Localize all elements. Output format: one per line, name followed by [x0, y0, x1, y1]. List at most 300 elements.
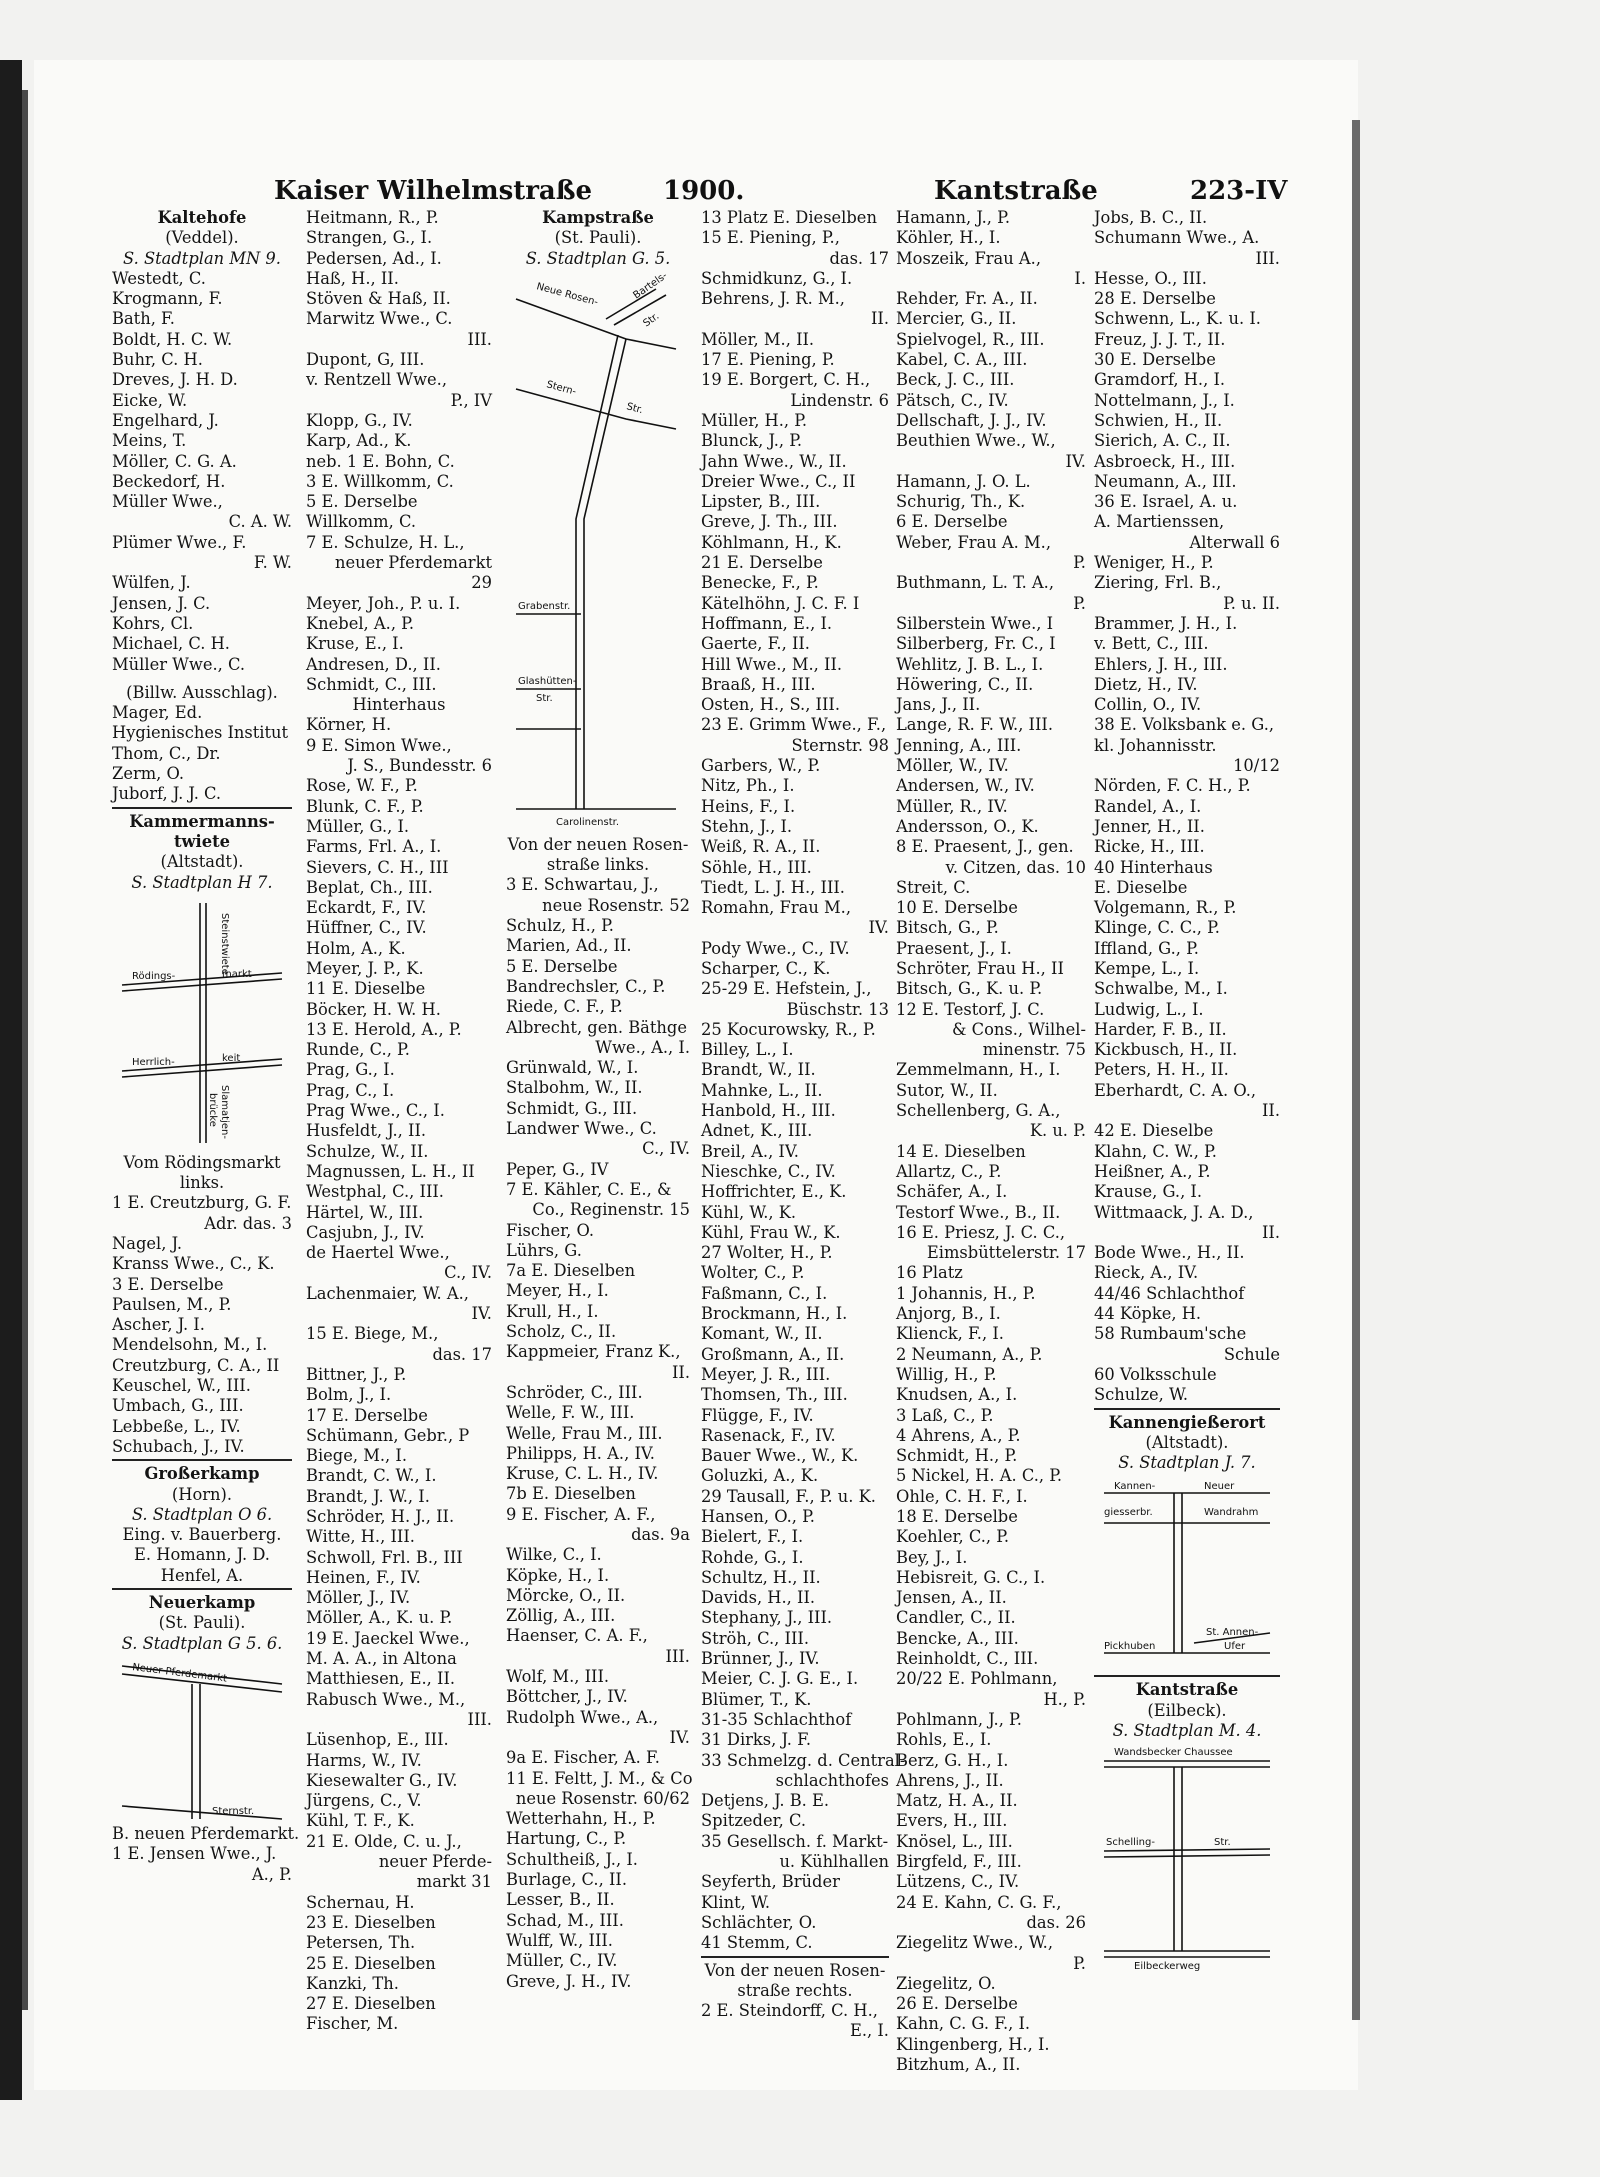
directory-entry: 28 E. Derselbe	[1094, 289, 1216, 309]
directory-entry: Stephany, J., III.	[701, 1608, 833, 1628]
directory-entry: 30 E. Derselbe	[1094, 350, 1216, 370]
directory-entry: Greve, J. H., IV.	[506, 1971, 632, 1991]
directory-entry: Reinholdt, C., III.	[896, 1649, 1039, 1669]
directory-entry: Hoffmann, E., I.	[701, 613, 833, 633]
directory-entry: 41 Stemm, C.	[701, 1933, 813, 1953]
directory-entry: Köpke, H., I.	[506, 1565, 610, 1585]
directory-entry: Jahn Wwe., W., II.	[701, 451, 847, 471]
directory-entry: Romahn, Frau M.,	[701, 898, 851, 918]
directory-entry: 35 Gesellsch. f. Markt-	[701, 1831, 889, 1851]
directory-entry: (Altstadt).	[160, 852, 244, 872]
directory-entry: Beckedorf, H.	[112, 471, 226, 491]
directory-entry: Marwitz Wwe., C.	[306, 309, 453, 329]
directory-entry: Ludwig, L., I.	[1094, 999, 1204, 1019]
map-kammermannstwiete	[112, 893, 292, 1153]
directory-entry: Kanzki, Th.	[306, 1973, 399, 1993]
map-street-label: Sternstr.	[212, 1805, 255, 1817]
directory-entry: Schwien, H., II.	[1094, 410, 1223, 430]
directory-entry: 15 E. Piening, P.,	[701, 228, 840, 248]
directory-entry: Schlächter, O.	[701, 1912, 817, 1932]
directory-entry: Marien, Ad., II.	[506, 936, 632, 956]
directory-entry: 31-35 Schlachthof	[701, 1709, 852, 1729]
street-heading: Großerkamp	[144, 1464, 260, 1484]
directory-entry: Hygienisches Institut	[112, 723, 289, 743]
page-edge-shadow	[1352, 120, 1360, 2020]
directory-entry: Zerm, O.	[112, 764, 185, 784]
directory-entry: 23 E. Dieselben	[306, 1912, 436, 1932]
directory-entry: Kranss Wwe., C., K.	[112, 1254, 275, 1274]
directory-entry: Kiesewalter G., IV.	[306, 1770, 458, 1790]
directory-entry: Brandt, J. W., I.	[306, 1486, 430, 1506]
directory-entry: Eberhardt, C. A. O.,	[1094, 1080, 1257, 1100]
map-street-label: Schelling-	[1106, 1837, 1155, 1849]
directory-entry: 10 E. Derselbe	[896, 898, 1018, 918]
directory-entry: Heitmann, R., P.	[306, 208, 439, 227]
directory-entry: Harder, F. B., II.	[1094, 1019, 1227, 1039]
directory-entry: Hesse, O., III.	[1094, 268, 1207, 288]
directory-entry: Behrens, J. R. M.,	[701, 289, 845, 309]
directory-entry: Breil, A., IV.	[701, 1141, 799, 1161]
directory-entry: 25-29 E. Hefstein, J.,	[701, 979, 872, 999]
map-street-line	[1104, 1849, 1270, 1851]
directory-entry: 3 Laß, C., P.	[896, 1405, 994, 1425]
directory-entry: Grünwald, W., I.	[506, 1058, 639, 1078]
directory-entry: Kappmeier, Franz K.,	[506, 1342, 681, 1362]
stadtplan-reference: S. Stadtplan MN 9.	[123, 248, 281, 268]
directory-entry: Müller, C., IV.	[506, 1951, 618, 1971]
directory-entry: neue Rosenstr. 60/62	[515, 1788, 690, 1808]
directory-entry: Henfel, A.	[160, 1565, 244, 1585]
directory-entry: Großmann, A., II.	[701, 1344, 845, 1364]
directory-entry: Streit, C.	[896, 877, 971, 897]
directory-entry: 25 E. Dieselben	[306, 1953, 436, 1973]
directory-entry: IV.	[868, 918, 889, 938]
directory-entry: Kühl, W., K.	[701, 1202, 797, 1222]
header-page-number: 223-IV	[1190, 176, 1288, 206]
directory-entry: Böcker, H. W. H.	[306, 999, 441, 1019]
directory-entry: Riede, C. F., P.	[506, 997, 623, 1017]
directory-entry: Rose, W. F., P.	[306, 776, 418, 796]
column-1	[112, 208, 300, 1885]
directory-entry: Matthiesen, E., II.	[306, 1669, 456, 1689]
directory-entry: Burlage, C., II.	[506, 1870, 627, 1890]
directory-entry: Nagel, J.	[112, 1233, 183, 1253]
section-divider	[112, 1459, 292, 1461]
column-6	[1094, 208, 1280, 1971]
directory-entry: Pedersen, Ad., I.	[306, 248, 442, 268]
directory-entry: H., P.	[1043, 1689, 1086, 1709]
directory-entry: 15 E. Biege, M.,	[306, 1324, 439, 1344]
directory-entry: Lange, R. F. W., III.	[896, 715, 1054, 735]
map-street-label: Wandsbecker Chaussee	[1114, 1747, 1233, 1759]
directory-entry: u. Kühlhallen	[779, 1852, 889, 1872]
directory-entry: Möller, C. G. A.	[112, 451, 237, 471]
directory-entry: Bitsch, G., P.	[896, 918, 999, 938]
header-left-street: Kaiser Wilhelmstraße	[274, 176, 593, 206]
directory-entry: schlachthofes	[775, 1770, 889, 1790]
directory-entry: das. 17	[432, 1344, 492, 1364]
column-5	[896, 208, 1086, 2075]
directory-entry: Lindenstr. 6	[790, 390, 889, 410]
directory-entry: Casjubn, J., IV.	[306, 1222, 425, 1242]
directory-entry: 1 E. Jensen Wwe., J.	[112, 1844, 277, 1864]
directory-entry: 7a E. Dieselben	[506, 1261, 636, 1281]
directory-entry: (St. Pauli).	[158, 1613, 246, 1633]
directory-entry: links.	[179, 1173, 225, 1193]
directory-entry: Iffland, G., P.	[1094, 938, 1199, 958]
directory-entry: Welle, F. W., III.	[506, 1403, 635, 1423]
directory-entry: Beplat, Ch., III.	[306, 877, 433, 897]
directory-entry: Rieck, A., IV.	[1094, 1263, 1199, 1283]
directory-entry: Komant, W., II.	[701, 1324, 823, 1344]
directory-entry: F. W.	[253, 553, 292, 573]
directory-entry: Nieschke, C., IV.	[701, 1161, 836, 1181]
directory-entry: Jobs, B. C., II.	[1094, 208, 1208, 227]
directory-entry: Schäfer, A., I.	[896, 1182, 1008, 1202]
directory-entry: Benecke, F., P.	[701, 573, 819, 593]
directory-entry: Kohrs, Cl.	[112, 613, 194, 633]
directory-entry: Hinterhaus	[352, 695, 446, 715]
directory-entry: Schröter, Frau H., II	[896, 958, 1064, 978]
directory-entry: Körner, H.	[306, 715, 392, 735]
directory-entry: das. 9a	[631, 1524, 690, 1544]
directory-entry: Von der neuen Rosen-	[507, 834, 689, 854]
directory-entry: Schurig, Th., K.	[896, 492, 1026, 512]
directory-entry: 11 E. Feltt, J. M., & Co	[506, 1768, 693, 1788]
section-divider	[701, 1956, 889, 1958]
directory-entry: Osten, H., S., III.	[701, 695, 841, 715]
directory-entry: Volgemann, R., P.	[1094, 898, 1237, 918]
directory-entry: Kempe, L., I.	[1094, 958, 1200, 978]
spacer	[112, 675, 292, 683]
directory-entry: Sutor, W., II.	[896, 1080, 998, 1100]
directory-entry: Ziering, Frl. B.,	[1094, 573, 1222, 593]
directory-entry: Bitsch, G., K. u. P.	[896, 979, 1043, 999]
directory-entry: Garbers, W., P.	[701, 756, 821, 776]
book-spine-shadow	[22, 90, 28, 2010]
directory-entry: Schwalbe, M., I.	[1094, 979, 1228, 999]
directory-entry: Meier, C. J. G. E., I.	[701, 1669, 859, 1689]
directory-entry: (Billw. Ausschlag).	[126, 682, 278, 702]
directory-entry: Paulsen, M., P.	[112, 1294, 232, 1314]
directory-entry: (St. Pauli).	[554, 228, 642, 248]
directory-entry: 13 E. Herold, A., P.	[306, 1019, 462, 1039]
directory-entry: 4 Ahrens, A., P.	[896, 1425, 1021, 1445]
directory-entry: Brammer, J. H., I.	[1094, 613, 1238, 633]
directory-entry: Klint, W.	[701, 1892, 771, 1912]
directory-entry: Kruse, E., I.	[306, 634, 404, 654]
directory-entry: 21 E. Derselbe	[701, 553, 823, 573]
street-heading: Kannengießerort	[1108, 1412, 1266, 1432]
directory-entry: Dupont, G, III.	[306, 350, 425, 370]
directory-entry: 29	[471, 573, 492, 593]
directory-entry: Bencke, A., III.	[896, 1628, 1019, 1648]
directory-entry: Billey, L., I.	[701, 1040, 794, 1060]
directory-entry: 9 E. Simon Wwe.,	[306, 735, 452, 755]
directory-entry: 58 Rumbaum'sche	[1094, 1324, 1247, 1344]
directory-entry: Stöven & Haß, II.	[306, 289, 451, 309]
directory-entry: Collin, O., IV.	[1094, 695, 1202, 715]
directory-entry: Boldt, H. C. W.	[112, 329, 233, 349]
directory-entry: 20/22 E. Pohlmann,	[896, 1669, 1058, 1689]
map-street-label: keit	[222, 1052, 241, 1064]
directory-entry: Ziegelitz, O.	[896, 1973, 996, 1993]
directory-entry: Hanbold, H., III.	[701, 1101, 836, 1121]
directory-entry: Bauer Wwe., W., K.	[701, 1446, 859, 1466]
directory-entry: Plümer Wwe., F.	[112, 532, 247, 552]
column-3	[506, 208, 693, 1992]
directory-entry: Meyer, J. R., III.	[701, 1364, 831, 1384]
map-street-line	[626, 339, 676, 349]
directory-entry: IV.	[1065, 451, 1086, 471]
directory-entry: Jans, J., II.	[896, 695, 981, 715]
directory-entry: de Haertel Wwe.,	[306, 1243, 450, 1263]
directory-entry: Kahn, C. G. F., I.	[896, 2014, 1031, 2034]
directory-entry: 25 Kocurowsky, R., P.	[701, 1019, 876, 1039]
directory-entry: Eing. v. Bauerberg.	[122, 1525, 282, 1545]
directory-entry: Hill Wwe., M., II.	[701, 654, 843, 674]
directory-entry: Schmidt, C., III.	[306, 674, 437, 694]
stadtplan-reference: S. Stadtplan M. 4.	[1112, 1721, 1262, 1740]
directory-entry: Willig, H., P.	[896, 1364, 997, 1384]
directory-entry: 42 E. Dieselbe	[1094, 1121, 1214, 1141]
directory-entry: Sievers, C. H., III	[306, 857, 449, 877]
directory-entry: 2 E. Steindorff, C. H.,	[701, 2001, 878, 2021]
map-street-label: Herrlich-	[132, 1056, 175, 1068]
map-street-line	[516, 389, 676, 429]
directory-entry: Blunk, C. F., P.	[306, 796, 424, 816]
directory-entry: II.	[1261, 1101, 1280, 1121]
directory-entry: Karp, Ad., K.	[306, 431, 412, 451]
directory-entry: C., IV.	[444, 1263, 492, 1283]
directory-entry: Müller Wwe., C.	[112, 654, 246, 674]
directory-entry: K. u. P.	[1029, 1121, 1086, 1141]
directory-entry: Scholz, C., II.	[506, 1322, 617, 1342]
directory-entry: P.	[1073, 593, 1086, 613]
directory-entry: Mendelsohn, M., I.	[112, 1335, 268, 1355]
directory-entry: Von der neuen Rosen-	[704, 1960, 886, 1980]
directory-entry: Mörcke, O., II.	[506, 1585, 626, 1605]
directory-entry: Keuschel, W., III.	[112, 1376, 251, 1396]
map-street-label: Bartels-	[631, 270, 670, 302]
directory-entry: Randel, A., I.	[1094, 796, 1202, 816]
directory-entry: Matz, H. A., II.	[896, 1791, 1018, 1811]
directory-entry: Andersen, W., IV.	[896, 776, 1035, 796]
directory-entry: 1 Johannis, H., P.	[896, 1283, 1036, 1303]
directory-entry: Wwe., A., I.	[595, 1037, 690, 1057]
directory-entry: Biege, M., I.	[306, 1446, 408, 1466]
directory-entry: Creutzburg, C. A., II	[112, 1355, 280, 1375]
directory-entry: Spitzeder, C.	[701, 1811, 806, 1831]
directory-entry: Zemmelmann, H., I.	[896, 1060, 1061, 1080]
directory-entry: 7b E. Dieselben	[506, 1484, 636, 1504]
directory-entry: Klopp, G., IV.	[306, 410, 413, 430]
directory-entry: 7 E. Kähler, C. E., &	[506, 1179, 672, 1199]
directory-entry: 2 Neumann, A., P.	[896, 1344, 1043, 1364]
directory-entry: Hartung, C., P.	[506, 1829, 627, 1849]
directory-entry: 19 E. Borgert, C. H.,	[701, 370, 871, 390]
directory-entry: Silberstein Wwe., I	[896, 613, 1054, 633]
map-street-label: Glashütten-	[518, 675, 577, 687]
map-street-label: Str.	[1214, 1837, 1231, 1849]
directory-entry: Schmidt, H., P.	[896, 1446, 1018, 1466]
directory-entry: Magnussen, L. H., II	[306, 1161, 475, 1181]
directory-entry: Koehler, C., P.	[896, 1527, 1010, 1547]
directory-entry: 16 Platz	[896, 1263, 963, 1283]
directory-entry: 44/46 Schlachthof	[1094, 1283, 1245, 1303]
directory-entry: Anjorg, B., I.	[896, 1304, 1001, 1324]
section-divider	[112, 807, 292, 809]
directory-entry: 16 E. Priesz, J. C. C.,	[896, 1222, 1066, 1242]
directory-entry: 44 Köpke, H.	[1094, 1304, 1202, 1324]
directory-entry: 60 Volksschule	[1094, 1364, 1217, 1384]
directory-entry: Rasenack, F., IV.	[701, 1425, 836, 1445]
directory-entry: 36 E. Israel, A. u.	[1094, 492, 1238, 512]
directory-entry: Hoffrichter, E., K.	[701, 1182, 847, 1202]
directory-entry: Jensen, A., II.	[896, 1588, 1007, 1608]
street-heading: Kantstraße	[1135, 1680, 1239, 1700]
directory-entry: (Eilbeck).	[1147, 1700, 1227, 1720]
directory-entry: Fischer, O.	[506, 1220, 595, 1240]
directory-entry: 24 E. Kahn, C. G. F.,	[896, 1892, 1062, 1912]
directory-entry: straße links.	[546, 855, 650, 875]
directory-entry: Meyer, J. P., K.	[306, 958, 424, 978]
directory-entry: Ziegelitz Wwe., W.,	[896, 1933, 1053, 1953]
directory-entry: Wilke, C., I.	[506, 1545, 602, 1565]
directory-entry: Dellschaft, J. J., IV.	[896, 410, 1047, 430]
directory-entry: Bath, F.	[112, 309, 175, 329]
directory-entry: Weber, Frau A. M.,	[896, 532, 1052, 552]
directory-entry: P.	[1073, 1953, 1086, 1973]
directory-entry: Flügge, F., IV.	[701, 1405, 814, 1425]
map-kannengiesserort	[1094, 1473, 1280, 1673]
directory-entry: E. Homann, J. D.	[134, 1545, 270, 1565]
map-street-label: Slamatjen-	[219, 1084, 230, 1139]
column-4	[701, 208, 906, 2042]
directory-entry: Rudolph Wwe., A.,	[506, 1707, 659, 1727]
map-street-label: Neue Rosen-	[535, 281, 600, 309]
directory-entry: Prag, C., I.	[306, 1080, 395, 1100]
directory-entry: Faßmann, C., I.	[701, 1283, 828, 1303]
directory-entry: markt 31	[416, 1872, 492, 1892]
directory-entry: Lützens, C., IV.	[896, 1872, 1020, 1892]
directory-entry: Krause, G., I.	[1094, 1182, 1203, 1202]
directory-entry: Knebel, A., P.	[306, 613, 415, 633]
directory-entry: Moszeik, Frau A.,	[896, 248, 1042, 268]
section-divider	[1094, 1675, 1280, 1677]
directory-entry: Müller, H., P.	[701, 410, 808, 430]
directory-entry: Wolf, M., III.	[506, 1667, 610, 1687]
directory-entry: Prag Wwe., C., I.	[306, 1101, 445, 1121]
directory-entry: Eicke, W.	[112, 390, 188, 410]
directory-entry: Rabusch Wwe., M.,	[306, 1689, 466, 1709]
directory-entry: Schwenn, L., K. u. I.	[1094, 309, 1261, 329]
directory-entry: E. Dieselbe	[1094, 877, 1188, 897]
directory-entry: Berz, G. H., I.	[896, 1750, 1009, 1770]
directory-entry: Mager, Ed.	[112, 703, 203, 723]
map-street-label: Eilbeckerweg	[1134, 1961, 1201, 1973]
directory-entry: Müller, R., IV.	[896, 796, 1008, 816]
map-street-label: Pickhuben	[1104, 1641, 1156, 1653]
directory-entry: II.	[671, 1362, 690, 1382]
directory-entry: 38 E. Volksbank e. G.,	[1094, 715, 1275, 735]
directory-entry: Harms, W., IV.	[306, 1750, 422, 1770]
directory-entry: Hamann, J. O. L.	[896, 471, 1031, 491]
directory-entry: Krull, H., I.	[506, 1301, 599, 1321]
map-street-line	[516, 299, 626, 339]
directory-entry: Möller, W., IV.	[896, 756, 1009, 776]
map-street-line	[122, 1806, 282, 1819]
directory-entry: Hamann, J., P.	[896, 208, 1010, 227]
directory-entry: Schumann Wwe., A.	[1094, 228, 1260, 248]
street-heading: Kammermanns-	[129, 811, 275, 831]
directory-entry: 21 E. Olde, C. u. J.,	[306, 1831, 462, 1851]
section-divider	[1094, 1408, 1280, 1410]
directory-entry: Stehn, J., I.	[701, 816, 793, 836]
directory-entry: 5 E. Derselbe	[506, 956, 618, 976]
directory-entry: III.	[1255, 248, 1280, 268]
directory-entry: 26 E. Derselbe	[896, 1994, 1018, 2014]
directory-entry: Detjens, J. B. E.	[701, 1791, 830, 1811]
stadtplan-reference: S. Stadtplan G 5. 6.	[121, 1633, 283, 1653]
directory-entry: B. neuen Pferdemarkt.	[112, 1823, 300, 1843]
directory-entry: 17 E. Piening, P.	[701, 350, 835, 370]
directory-entry: Möller, M., II.	[701, 329, 815, 349]
directory-entry: 3 E. Schwartau, J.,	[506, 875, 659, 895]
directory-entry: 13 Platz E. Dieselben	[701, 208, 877, 227]
directory-entry: Adr. das. 3	[204, 1213, 292, 1233]
directory-entry: III.	[665, 1646, 690, 1666]
stadtplan-reference: S. Stadtplan H 7.	[131, 872, 273, 892]
map-street-label: St. Annen-	[1206, 1627, 1259, 1639]
directory-entry: Strangen, G., I.	[306, 228, 433, 248]
directory-entry: Sternstr. 98	[791, 735, 889, 755]
directory-entry: Petersen, Th.	[306, 1933, 416, 1953]
directory-entry: C. A. W.	[228, 512, 292, 532]
directory-entry: Engelhard, J.	[112, 410, 219, 430]
directory-entry: Gramdorf, H., I.	[1094, 370, 1226, 390]
section-divider	[112, 1588, 292, 1590]
directory-entry: 27 E. Dieselben	[306, 1994, 436, 2014]
directory-entry: Nitz, Ph., I.	[701, 776, 795, 796]
directory-entry: Ricke, H., III.	[1094, 837, 1205, 857]
map-street-line	[1104, 1855, 1270, 1857]
directory-entry: Blunck, J., P.	[701, 431, 803, 451]
directory-entry: Beck, J. C., III.	[896, 370, 1015, 390]
directory-entry: 5 Nickel, H. A. C., P.	[896, 1466, 1063, 1486]
map-kampstrasse	[506, 269, 690, 835]
directory-entry: Lüsenhop, E., III.	[306, 1730, 449, 1750]
directory-entry: Buhr, C. H.	[112, 350, 203, 370]
directory-entry: Praesent, J., I.	[896, 938, 1012, 958]
directory-entry: Köhlmann, H., K.	[701, 532, 842, 552]
directory-entry: Schernau, H.	[306, 1892, 415, 1912]
directory-entry: Buthmann, L. T. A.,	[896, 573, 1055, 593]
directory-entry: Höwering, C., II.	[896, 674, 1034, 694]
directory-entry: Adnet, K., III.	[701, 1121, 813, 1141]
directory-entry: 12 E. Testorf, J. C.	[896, 999, 1045, 1019]
map-street-label: brücke	[207, 1092, 218, 1127]
directory-entry: Jensen, J. C.	[112, 593, 211, 613]
directory-entry: Davids, H., II.	[701, 1588, 816, 1608]
directory-entry: Scharper, C., K.	[701, 958, 831, 978]
map-street-line	[576, 335, 618, 809]
directory-entry: 9 E. Fischer, A. F.,	[506, 1504, 656, 1524]
directory-entry: Rohde, G., I.	[701, 1547, 804, 1567]
directory-entry: Bolm, J., I.	[306, 1385, 392, 1405]
directory-entry: Meins, T.	[112, 431, 187, 451]
directory-entry: Juborf, J. J. C.	[112, 784, 222, 804]
